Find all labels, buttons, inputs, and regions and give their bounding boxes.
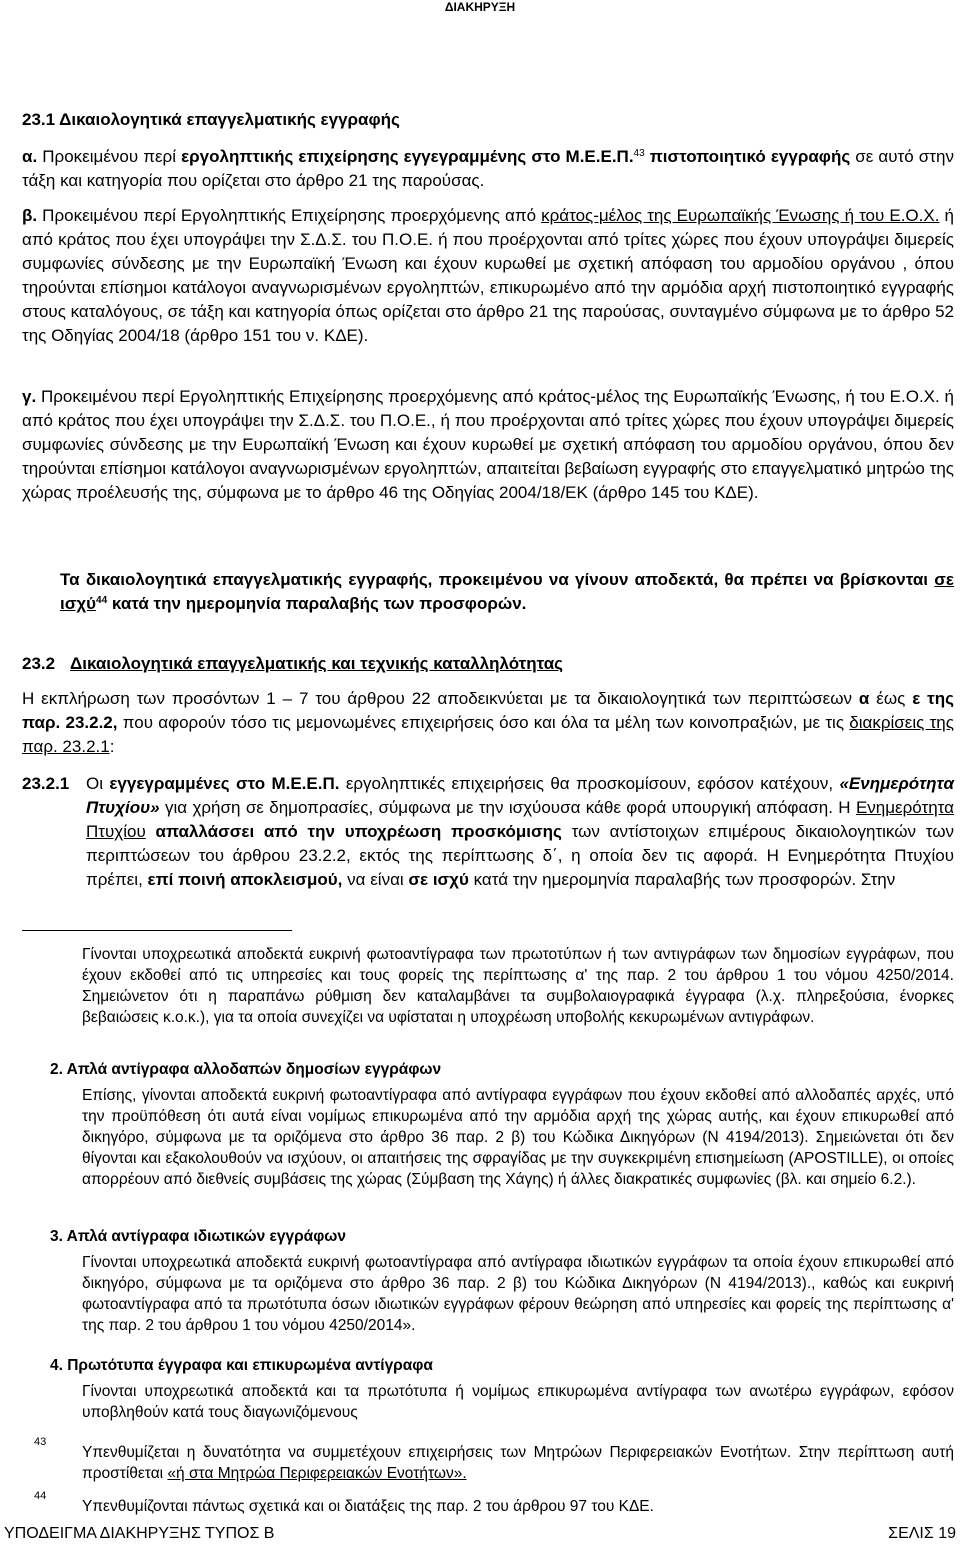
section-23-2-colon: : — [109, 737, 115, 756]
validity-note-text: Τα δικαιολογητικά επαγγελματικής εγγραφής, προκειμένου να γίνουν αποδεκτά, θα πρέπει να βρίσκονται — [60, 570, 929, 589]
subsection-text: Οι — [86, 774, 103, 793]
item-a-text-2: σε αυτό στην τάξη και κατηγορία που ορίζεται στο άρθρο 21 της παρούσας. — [22, 147, 954, 190]
item-b-text: Προκειμένου περί Εργοληπτικής Επιχείρησης προερχόμενης από — [42, 206, 537, 225]
section-number-23-2: 23.2 — [22, 654, 56, 673]
subsection-text-3: για χρήση σε δημοπρασίες, σύμφωνα με την ισχύουσα κάθε φορά υπουργική απόφαση. Η — [165, 798, 851, 817]
item-a-text: Προκειμένου περί — [42, 147, 176, 166]
item-a-bold-2: πιστοποιητικό εγγραφής — [649, 147, 851, 166]
subsection-text-6: κατά την ημερομηνία παραλαβής των προσφορών. Στην — [473, 870, 896, 889]
footnote-separator — [22, 930, 292, 931]
footnote-number-44: 44 — [34, 1490, 47, 1502]
subsection-underlined: Ενημερότητα Πτυχίου — [86, 798, 954, 841]
footnote-text-3: Γίνονται υποχρεωτικά αποδεκτά ευκρινή φωτοαντίγραφα από αντίγραφα ιδιωτικών εγγράφων τα οποία έχουν επικυρωθεί από δικηγόρο, σύμφωνα με τα οριζόμενα στο άρθρο 36 παρ. 2 β) του Κώδικα Δικηγόρων (Ν 4194/2013)., καθώς και ευκρινή φωτοαντίγραφα από τα πρωτότυπα όσων ιδιωτικών εγγράφων φέρουν θεώρηση από υπηρεσίες και φορείς της περίπτωσης α' της παρ. 2 του άρθρου 1 του νόμου 4250/2014». — [82, 1254, 954, 1334]
validity-note-text-2: κατά την ημερομηνία παραλαβής των προσφορών. — [111, 594, 527, 613]
footnote-text-4: Γίνονται υποχρεωτικά αποδεκτά και τα πρωτότυπα ή νομίμως επικυρωμένα αντίγραφα των ανωτέρω εγγράφων, εφόσον υποβληθούν κατά τους διαγωνιζόμενους — [82, 1383, 954, 1421]
footnote-44-text: Υπενθυμίζονται πάντως σχετικά και οι διατάξεις της παρ. 2 του άρθρου 97 του ΚΔΕ. — [82, 1498, 654, 1515]
subsection-bold-3: επί ποινή αποκλεισμού, — [147, 870, 343, 889]
footnote-number-43: 43 — [34, 1436, 47, 1448]
footnote-heading-4: 4. Πρωτότυπα έγγραφα και επικυρωμένα αντίγραφα — [50, 1357, 433, 1374]
section-23-2-text: Η εκπλήρωση των προσόντων 1 – 7 του άρθρου 22 αποδεικνύεται με τα δικαιολογητικά των περιπτώσεων — [22, 689, 853, 708]
footnote-heading-2: 2. Απλά αντίγραφα αλλοδαπών δημοσίων εγγράφων — [50, 1061, 442, 1078]
validity-note — [60, 568, 954, 616]
section-23-2-text-2: έως — [876, 689, 906, 708]
footnote-43-text: Υπενθυμίζεται η δυνατότητα να συμμετέχουν επιχειρήσεις των Μητρώων Περιφερειακών Ενοτήτων. Στην περίπτωση αυτή προστίθεται — [82, 1444, 954, 1482]
validity-note-underlined: σε ισχύ — [60, 570, 954, 613]
subsection-bold-4: σε ισχύ — [408, 870, 469, 889]
item-a-bold: εργοληπτικής επιχείρησης εγγεγραμμένης στο Μ.Ε.Ε.Π. — [181, 147, 634, 166]
subsection-text-5: να είναι — [347, 870, 404, 889]
footer-page-number: ΣΕΛΙΣ 19 — [888, 1525, 956, 1542]
section-title-23-2: Δικαιολογητικά επαγγελματικής και τεχνικής καταλληλότητας — [70, 654, 563, 673]
section-23-2-text-3: που αφορούν τόσο τις μεμονωμένες επιχειρήσεις όσο και όλα τα μέλη των κοινοπραξιών, με τις — [122, 713, 845, 732]
subsection-23-2-1-body — [86, 772, 954, 892]
footer-left: ΥΠΟΔΕΙΓΜΑ ΔΙΑΚΗΡΥΞΗΣ ΤΥΠΟΣ Β — [4, 1525, 275, 1542]
item-a-label: α. — [22, 147, 38, 166]
footnote-43-underlined: «ή στα Μητρώα Περιφερειακών Ενοτήτων». — [167, 1465, 467, 1482]
item-b — [22, 204, 954, 348]
section-23-2-bold: α — [858, 689, 870, 708]
item-a — [22, 145, 954, 193]
section-23-2-underlined: διακρίσεις της παρ. 23.2.1 — [22, 713, 954, 756]
footnote-continued-text: Γίνονται υποχρεωτικά αποδεκτά ευκρινή φωτοαντίγραφα των πρωτοτύπων ή των αντιγράφων των δημοσίων εγγράφων, που έχουν εκδοθεί από τις υπηρεσίες και τους φορείς της περίπτωσης α' της παρ. 2 του άρθρου 1 του νόμου 4250/2014. Σημειώνετον ότι η παραπάνω ρύθμιση δεν καταλαμβάνει τα συμβολαιογραφικά έγγραφα (λ.χ. πληρεξούσια, ένορκες βεβαιώσεις κ.ο.κ.), για τα οποία συνεχίζει να υφίσταται η υποχρέωση υποβολής κεκυρωμένων αντιγράφων. — [82, 946, 954, 1026]
subsection-text-4: των αντίστοιχων επιμέρους δικαιολογητικών των περιπτώσεων του άρθρου 23.2.2, εκτός της περίπτωσης δ΄, η οποία δεν τις αφορά. Η Ενημερότητα Πτυχίου πρέπει, — [86, 822, 954, 889]
subsection-number-23-2-1: 23.2.1 — [22, 774, 70, 793]
subsection-bold-2: απαλλάσσει από την υποχρέωση προσκόμισης — [155, 822, 562, 841]
footnote-text-2: Επίσης, γίνονται αποδεκτά ευκρινή φωτοαντίγραφα από αντίγραφα εγγράφων που έχουν εκδοθεί από αλλοδαπές αρχές, υπό την προϋπόθεση ότι αυτά είναι νομίμως επικυρωμένα από την αρμόδια αρχή της χώρας αυτής, και έχουν επικυρωθεί από δικηγόρο, σύμφωνα με τα οριζόμενα στο άρθρο 36 παρ. 2 β) του Κώδικα Δικηγόρων (Ν 4194/2013). Σημειώνεται ότι δεν θίγονται και εξακολουθούν να ισχύουν, οι απαιτήσεις της σφραγίδας με την συγκεκριμένη επισημείωση (APOSTILLE), οι οποίες απορρέουν από διεθνείς συμβάσεις της χώρας (Σύμβαση της Χάγης) ή άλλες διακρατικές συμφωνίες (βλ. και σημείο 6.2.). — [82, 1087, 954, 1188]
page-header: ΔΙΑΚΗΡΥΞΗ — [444, 0, 516, 14]
footnote-43 — [82, 1442, 954, 1484]
item-c-label: γ. — [22, 387, 37, 406]
footnote-ref-43: 43 — [633, 148, 645, 159]
section-23-2-body — [22, 687, 954, 759]
item-b-text-2: ή από κράτος που έχει υπογράψει την Σ.Δ.Σ. του Π.Ο.Ε. ή που προέρχονται από τρίτες χώρες που έχουν υπογράψει διμερείς συμφωνίες σύνδεσης με την Ευρωπαϊκή Ένωση και έχουν κυρωθεί με σχετική απόφαση του αρμοδίου οργάνου , όπου τηρούνται επίσημοι κατάλογοι αναγνωρισμένων εργοληπτών, επικυρωμένο από την αρμόδια αρχή πιστοποιητικό εγγραφής στους καταλόγους, σε τάξη και κατηγορία όπως ορίζεται στο άρθρο 21 της παρούσας, συνταγμένο σύμφωνα με το άρθρο 52 της Οδηγίας 2004/18 (άρθρο 151 του ν. ΚΔΕ). — [22, 206, 954, 345]
footnote-ref-44: 44 — [96, 595, 108, 606]
section-23-2-bold-2: ε της παρ. 23.2.2, — [22, 689, 954, 732]
item-c — [22, 385, 954, 505]
item-b-label: β. — [22, 206, 38, 225]
subsection-text-2: εργοληπτικές επιχειρήσεις θα προσκομίσουν, εφόσον κατέχουν, — [345, 774, 834, 793]
subsection-bold-italic: «Ενημερότητα Πτυχίου» — [86, 774, 954, 817]
subsection-bold: εγγεγραμμένες στο Μ.Ε.Ε.Π. — [109, 774, 340, 793]
item-c-text: Προκειμένου περί Εργοληπτικής Επιχείρησης προερχόμενης από κράτος-μέλος της Ευρωπαϊκής Ένωσης, ή του Ε.Ο.Χ. ή από κράτος που έχει υπογράψει την Σ.Δ.Σ. του Π.Ο.Ε., ή που προέρχονται από τρίτες χώρες που έχουν υπογράψει διμερείς συμφωνίες σύνδεσης με την Ευρωπαϊκή Ένωση και έχουν κυρωθεί με σχετική απόφαση του αρμοδίου οργάνου, όπου δεν τηρούνται επίσημοι κατάλογοι αναγνωρισμένων εργοληπτών, απαιτείται βεβαίωση εγγραφής στο επαγγελματικό μητρώο της χώρας προέλευσής της, σύμφωνα με το άρθρο 46 της Οδηγίας 2004/18/ΕΚ (άρθρο 145 του ΚΔΕ). — [22, 387, 954, 502]
section-title-23-1: 23.1 Δικαιολογητικά επαγγελματικής εγγραφής — [22, 110, 400, 129]
item-b-underlined: κράτος-μέλος της Ευρωπαϊκής Ένωσης ή του Ε.Ο.Χ. — [541, 206, 940, 225]
footnote-heading-3: 3. Απλά αντίγραφα ιδιωτικών εγγράφων — [50, 1228, 347, 1245]
